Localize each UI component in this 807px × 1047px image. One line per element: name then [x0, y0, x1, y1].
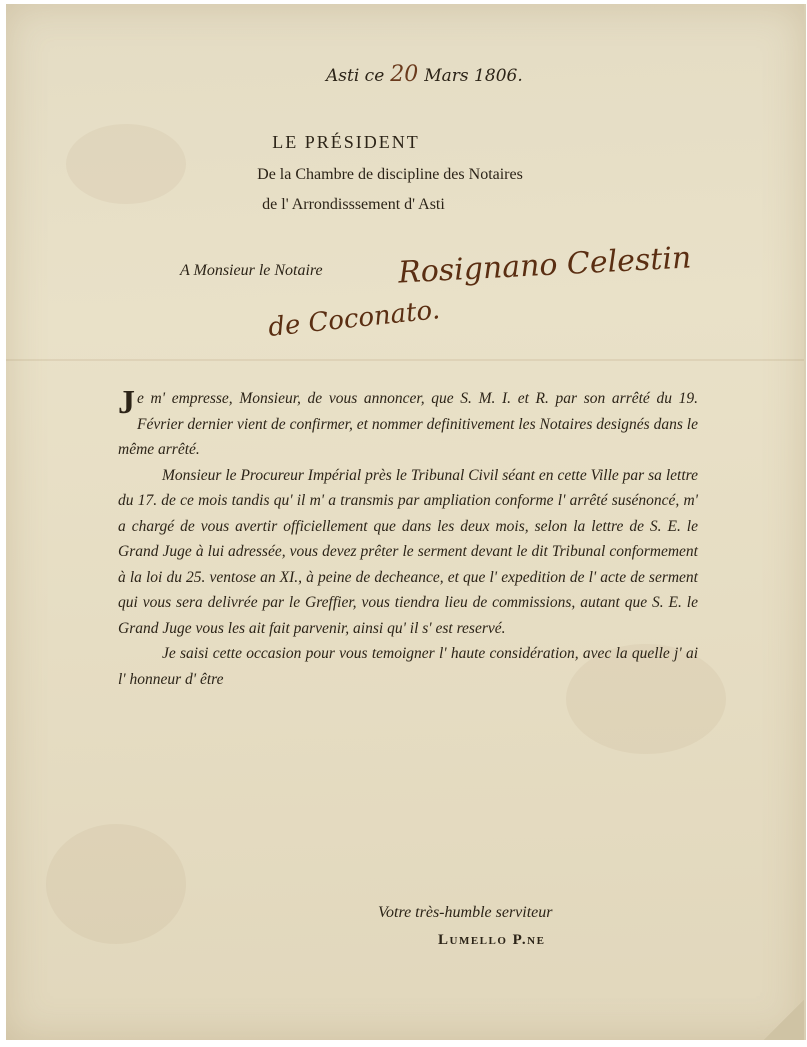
dateline-suffix: Mars 1806.: [424, 66, 523, 86]
letter-body: [118, 386, 698, 692]
body-paragraph-1: [118, 386, 698, 463]
paper-stain: [46, 824, 186, 944]
addressee-handwritten-name: Rosignano Celestin: [397, 240, 693, 291]
letter-subtitle-2: de l' Arrondisssement d' Asti: [262, 196, 445, 213]
dateline-prefix: Asti ce: [326, 66, 385, 86]
addressee-handwritten-place: de Coconato.: [266, 295, 442, 343]
body-paragraph-2: Monsieur le Procureur Impérial près le Tribunal Civil séant en cette Ville par sa lettre du 17. de ce mois tandis qu' il m' a transmis par ampliation conforme l' arrêté susénoncé, m' a chargé de vous avertir officiellement que dans les deux mois, selon la lettre de S. E. le Grand Juge à lui adressée, vous devez prêter le serment devant le dit Tribunal conformement à la loi du 25. ventose an XI., à peine de decheance, et que l' expedition de l' acte de serment qui vous sera delivrée par le Greffier, vous tiendra lieu de commissions, autant que S. E. le Grand Juge vous les ait fait parvenir, ainsi qu' il s' est reservé.: [118, 466, 698, 637]
signature: Lumello P.ne: [438, 932, 546, 948]
dateline: [326, 62, 523, 87]
letter-title: LE PRÉSIDENT: [272, 132, 420, 152]
letter-subtitle-1: De la Chambre de discipline des Notaires: [257, 166, 523, 183]
dateline-day: 20: [390, 62, 419, 87]
drop-cap: J: [118, 384, 135, 421]
body-paragraph-3: Je saisi cette occasion pour vous temoigner l' haute considération, avec la quelle j' ai l' honneur d' être: [118, 645, 698, 688]
paper-fold: [6, 359, 804, 361]
closing-line: Votre très-humble serviteur: [378, 904, 553, 921]
body-paragraph-1-text: e m' empresse, Monsieur, de vous annoncer, que S. M. I. et R. par son arrêté du 19. Février dernier vient de confirmer, et nommer definitivement les Notaires designés dans le même arrêté.: [118, 390, 698, 458]
addressee-printed: A Monsieur le Notaire: [180, 262, 323, 279]
page-corner-curl: [764, 1000, 804, 1040]
letter-sheet: [6, 4, 806, 1040]
